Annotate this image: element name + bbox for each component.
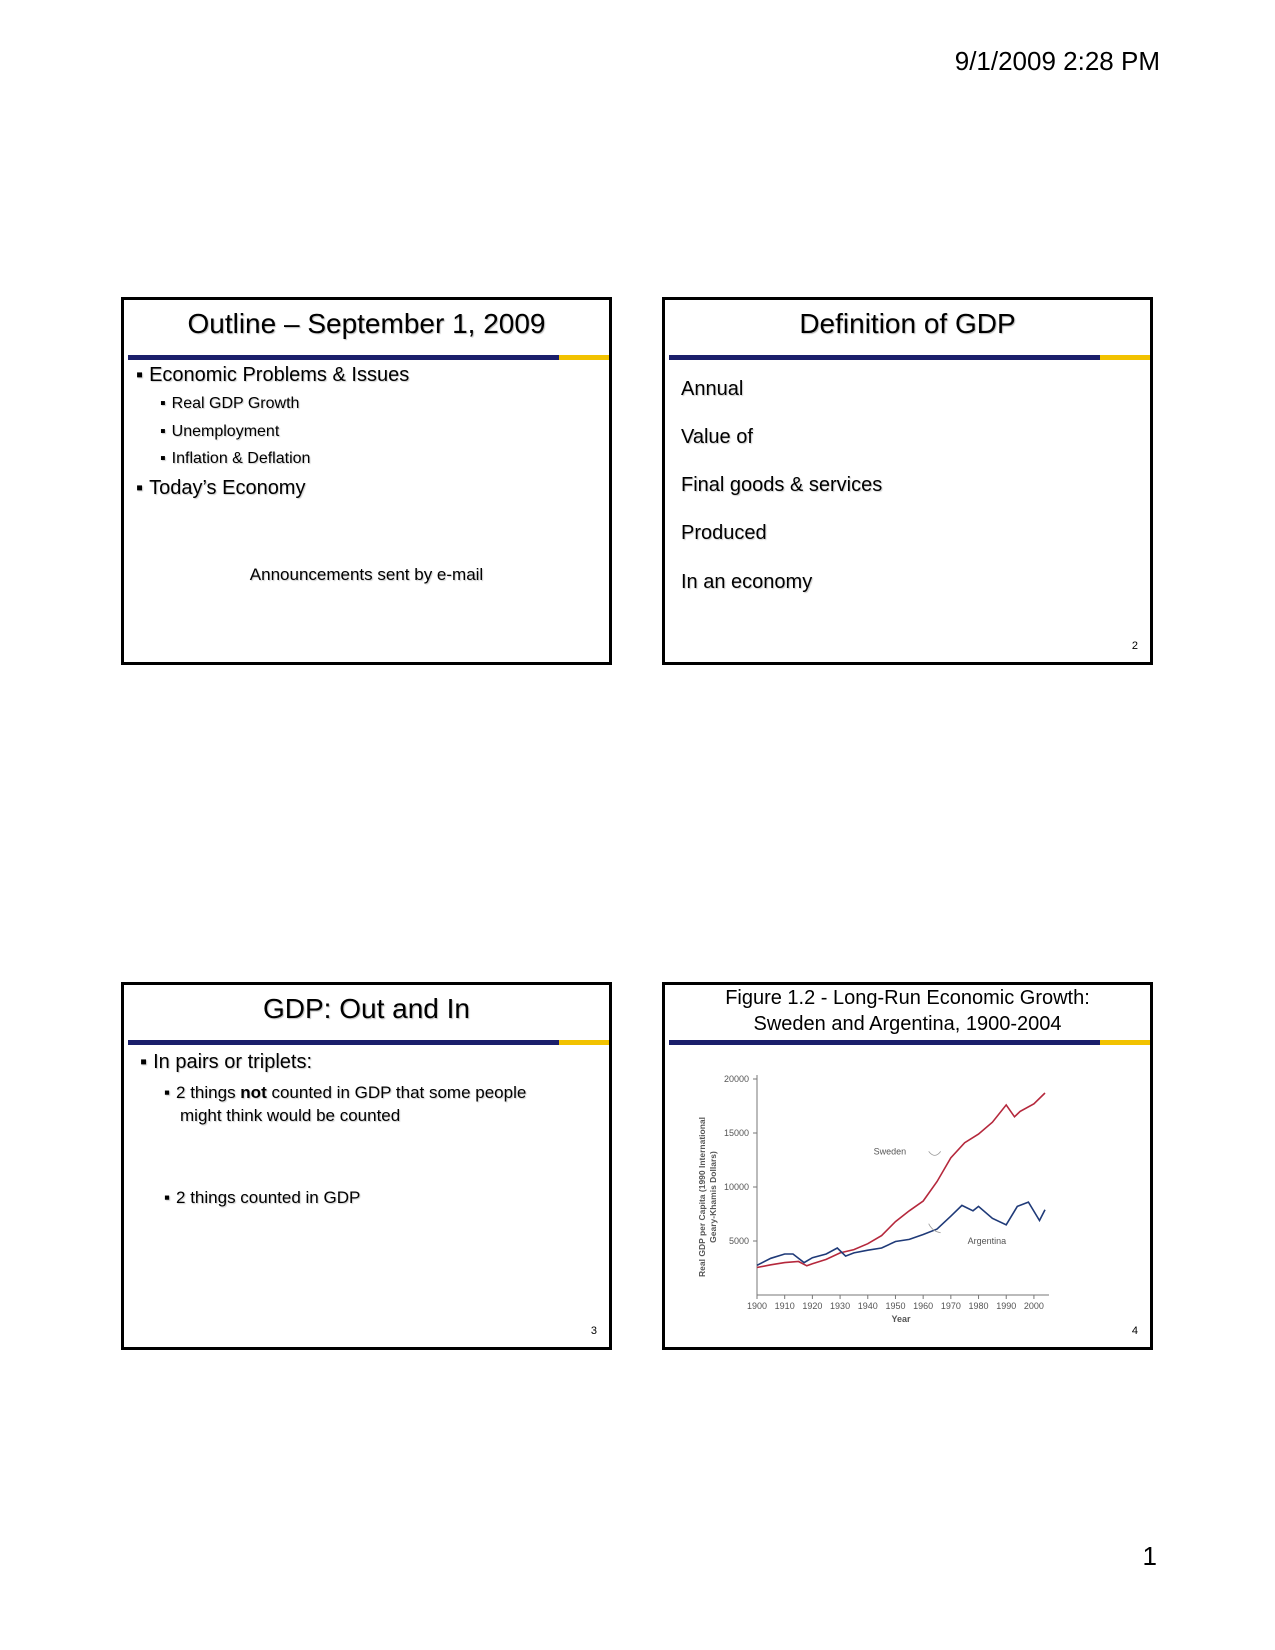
x-tick-label: 1970	[940, 1301, 961, 1311]
x-tick-label: 1950	[885, 1301, 906, 1311]
y-tick-label: 15000	[723, 1128, 749, 1138]
slide-title: GDP: Out and In	[263, 993, 470, 1024]
series-label-sweden: Sweden	[873, 1146, 907, 1157]
bullet-item: ▪ In pairs or triplets:	[140, 1051, 312, 1074]
sub-bullet-item: ▪ Inflation & Deflation	[160, 450, 310, 468]
slide-definition	[662, 297, 1153, 665]
emphasis-text: not	[240, 1083, 267, 1102]
slide-title: Definition of GDP	[799, 308, 1016, 339]
x-tick-label: 1910	[774, 1301, 795, 1311]
definition-line: Value of	[681, 426, 753, 448]
slide-title	[665, 985, 1150, 1037]
sweden-leader-line	[929, 1151, 941, 1155]
title-divider	[669, 355, 1150, 360]
slide-title: Outline – September 1, 2009	[187, 308, 546, 339]
x-tick-label: 2000	[1023, 1301, 1044, 1311]
title-line: Sweden and Argentina, 1900-2004	[753, 1013, 1062, 1035]
slide-gdp-out-in	[121, 982, 612, 1350]
definition-line: Produced	[681, 522, 767, 544]
x-tick-label: 1940	[857, 1301, 878, 1311]
sub-bullet-item: ▪ Real GDP Growth	[160, 395, 299, 413]
bullet-item: ▪ Economic Problems & Issues	[136, 364, 409, 387]
x-tick-label: 1960	[913, 1301, 934, 1311]
announcement-note: Announcements sent by e-mail	[249, 565, 484, 584]
x-tick-label: 1920	[802, 1301, 823, 1311]
title-line: Figure 1.2 - Long-Run Economic Growth:	[725, 987, 1090, 1009]
definition-line: In an economy	[681, 571, 813, 593]
slide-number: 4	[1131, 1325, 1138, 1337]
slide-number: 2	[1131, 640, 1138, 652]
slide-outline	[121, 297, 612, 665]
gdp-line-chart	[665, 1045, 1150, 1345]
bullet-item: ▪ Today’s Economy	[136, 477, 305, 500]
series-label-argentina: Argentina	[967, 1236, 1007, 1246]
slide-figure	[662, 982, 1153, 1350]
series-line-argentina	[757, 1202, 1045, 1265]
sub-bullet-item: ▪ 2 things counted in GDP	[164, 1188, 360, 1208]
y-tick-label: 5000	[728, 1236, 749, 1246]
sub-bullet-text: 2 things	[176, 1083, 241, 1102]
timestamp: 9/1/2009 2:28 PM	[954, 46, 1160, 76]
x-tick-label: 1980	[968, 1301, 989, 1311]
definition-line: Annual	[681, 378, 744, 400]
x-tick-label: 1930	[830, 1301, 851, 1311]
x-tick-label: 1990	[996, 1301, 1017, 1311]
x-tick-label: 1900	[746, 1301, 768, 1311]
sub-bullet-text: counted in GDP that some people	[266, 1083, 527, 1102]
definition-line: Final goods & services	[681, 474, 883, 496]
sub-bullet-item: ▪ Unemployment	[160, 423, 279, 441]
title-divider	[128, 1040, 609, 1045]
x-axis-label: Year	[891, 1314, 911, 1324]
y-axis-label: Geary-Khamis Dollars)	[708, 1151, 718, 1243]
sub-bullet-item	[164, 1083, 526, 1103]
sub-bullet-continuation: might think would be counted	[180, 1106, 401, 1125]
page-number: 1	[1142, 1541, 1157, 1571]
y-axis-label: Real GDP per Capita (1990 International	[697, 1117, 707, 1277]
slide-number: 3	[590, 1325, 597, 1337]
y-tick-label: 10000	[723, 1182, 749, 1192]
y-tick-label: 20000	[723, 1074, 749, 1084]
title-divider	[128, 355, 609, 360]
